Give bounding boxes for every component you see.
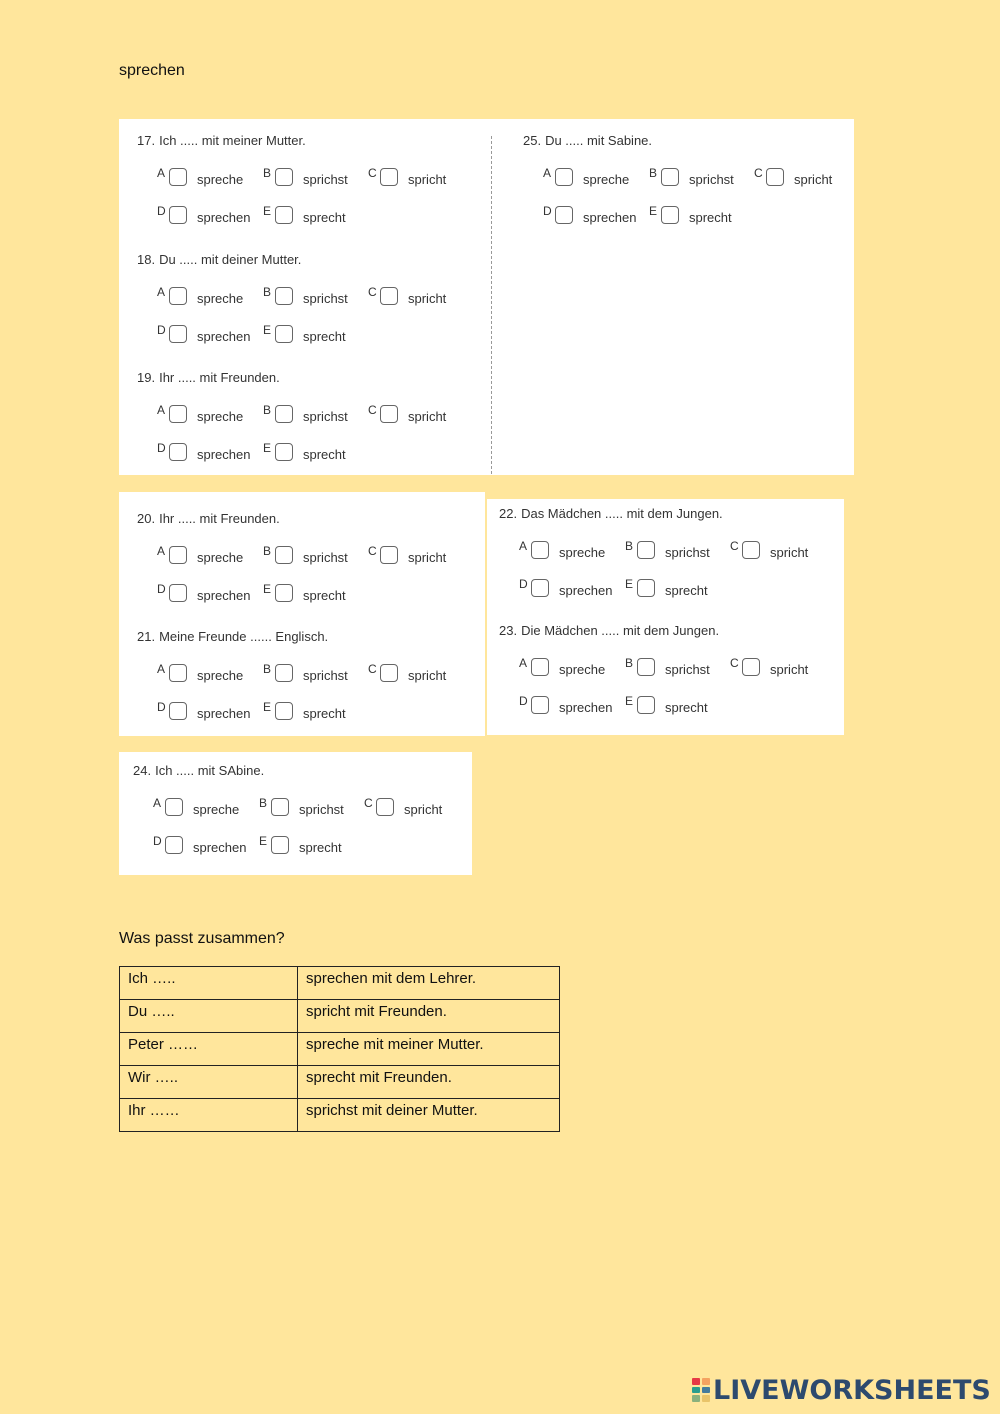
option-label: spreche (197, 172, 244, 187)
option-checkbox[interactable] (531, 541, 549, 559)
option-checkbox[interactable] (165, 798, 183, 816)
options-row (499, 692, 839, 730)
match-right-cell: sprichst mit deiner Mutter. (298, 1099, 560, 1132)
option-label: sprecht (665, 583, 708, 598)
option-checkbox[interactable] (637, 658, 655, 676)
question-17 (137, 132, 477, 240)
table-row (120, 967, 560, 1000)
option-label: spreche (559, 545, 606, 560)
option-letter: A (157, 285, 166, 299)
option-label: sprichst (303, 550, 348, 565)
logo-blocks-icon (692, 1378, 710, 1402)
option-letter: C (368, 285, 377, 299)
question-number: 25. (523, 133, 542, 148)
match-right-cell: sprecht mit Freunden. (298, 1066, 560, 1099)
option-letter: C (368, 403, 377, 417)
option-checkbox[interactable] (275, 546, 293, 564)
match-section-title: Was passt zusammen? (119, 930, 285, 947)
option-label: spricht (770, 545, 809, 560)
option-letter: E (263, 204, 272, 218)
options-row (137, 580, 477, 618)
option-letter: D (157, 441, 166, 455)
option-letter: A (543, 166, 552, 180)
options-row (137, 321, 477, 359)
question-sentence: Meine Freunde ...... Englisch. (159, 629, 329, 644)
option-label: spreche (193, 802, 240, 817)
options-row (133, 794, 473, 832)
option-letter: D (153, 834, 162, 848)
option-label: sprecht (303, 210, 346, 225)
option-letter: B (625, 656, 634, 670)
question-number: 22. (499, 506, 518, 521)
option-checkbox[interactable] (169, 405, 187, 423)
option-letter: B (649, 166, 658, 180)
option-label: sprichst (303, 172, 348, 187)
option-checkbox[interactable] (275, 287, 293, 305)
option-label: spricht (408, 172, 447, 187)
option-letter: E (263, 441, 272, 455)
option-label: sprechen (583, 210, 637, 225)
option-label: sprechen (197, 329, 251, 344)
match-left-cell: Ich ….. (120, 967, 298, 1000)
option-checkbox[interactable] (275, 702, 293, 720)
question-sentence: Du ..... mit Sabine. (545, 133, 653, 148)
option-checkbox[interactable] (531, 579, 549, 597)
question-sentence: Die Mädchen ..... mit dem Jungen. (521, 623, 720, 638)
option-checkbox[interactable] (169, 206, 187, 224)
option-letter: B (263, 166, 272, 180)
question-text (523, 132, 863, 150)
options-row (499, 654, 839, 692)
question-sentence: Du ..... mit deiner Mutter. (159, 252, 302, 267)
option-letter: A (157, 403, 166, 417)
option-checkbox[interactable] (275, 325, 293, 343)
option-checkbox[interactable] (169, 664, 187, 682)
option-checkbox[interactable] (271, 836, 289, 854)
question-21 (137, 628, 477, 736)
option-label: spricht (408, 668, 447, 683)
option-checkbox[interactable] (555, 206, 573, 224)
question-sentence: Ihr ..... mit Freunden. (159, 511, 280, 526)
option-label: spricht (794, 172, 833, 187)
option-label: spreche (197, 409, 244, 424)
option-checkbox[interactable] (661, 206, 679, 224)
question-sentence: Ich ..... mit SAbine. (155, 763, 265, 778)
option-letter: A (157, 166, 166, 180)
option-checkbox[interactable] (380, 287, 398, 305)
option-checkbox[interactable] (271, 798, 289, 816)
option-checkbox[interactable] (531, 658, 549, 676)
options-row (137, 202, 477, 240)
option-checkbox[interactable] (275, 405, 293, 423)
options-row (523, 164, 863, 202)
option-checkbox[interactable] (275, 443, 293, 461)
options-row (137, 698, 477, 736)
option-label: sprichst (689, 172, 734, 187)
page-heading: sprechen (119, 62, 185, 79)
match-right-cell: spricht mit Freunden. (298, 1000, 560, 1033)
option-label: sprechen (559, 700, 613, 715)
question-text (499, 505, 839, 523)
match-right-cell: spreche mit meiner Mutter. (298, 1033, 560, 1066)
option-checkbox[interactable] (531, 696, 549, 714)
option-label: sprecht (299, 840, 342, 855)
table-row (120, 1066, 560, 1099)
option-checkbox[interactable] (275, 584, 293, 602)
options-row (137, 401, 477, 439)
option-letter: E (625, 694, 634, 708)
match-left-cell: Wir ….. (120, 1066, 298, 1099)
question-text (137, 132, 477, 150)
option-label: spricht (404, 802, 443, 817)
question-text (137, 628, 477, 646)
option-letter: C (730, 656, 739, 670)
question-sentence: Ich ..... mit meiner Mutter. (159, 133, 306, 148)
option-checkbox[interactable] (637, 696, 655, 714)
option-checkbox[interactable] (275, 664, 293, 682)
question-22 (499, 505, 839, 613)
option-label: sprechen (197, 210, 251, 225)
option-letter: E (263, 323, 272, 337)
options-row (137, 164, 477, 202)
option-letter: C (754, 166, 763, 180)
option-label: sprecht (303, 706, 346, 721)
option-letter: A (519, 539, 528, 553)
option-letter: E (259, 834, 268, 848)
option-checkbox[interactable] (661, 168, 679, 186)
option-checkbox[interactable] (637, 579, 655, 597)
match-right-cell: sprechen mit dem Lehrer. (298, 967, 560, 1000)
option-letter: E (625, 577, 634, 591)
question-text (137, 369, 477, 387)
option-label: sprichst (303, 668, 348, 683)
option-letter: D (519, 694, 528, 708)
option-checkbox[interactable] (380, 168, 398, 186)
match-left-cell: Ihr …… (120, 1099, 298, 1132)
option-letter: C (368, 544, 377, 558)
question-number: 18. (137, 252, 156, 267)
question-text (499, 622, 839, 640)
option-letter: D (157, 582, 166, 596)
option-checkbox[interactable] (637, 541, 655, 559)
option-checkbox[interactable] (169, 546, 187, 564)
option-checkbox[interactable] (169, 325, 187, 343)
option-letter: C (730, 539, 739, 553)
question-text (137, 251, 477, 269)
question-number: 24. (133, 763, 152, 778)
option-letter: D (519, 577, 528, 591)
question-number: 21. (137, 629, 156, 644)
option-checkbox[interactable] (169, 584, 187, 602)
option-label: spreche (197, 291, 244, 306)
options-row (499, 537, 839, 575)
option-checkbox[interactable] (169, 287, 187, 305)
question-number: 19. (137, 370, 156, 385)
option-checkbox[interactable] (165, 836, 183, 854)
logo-text: LIVEWORKSHEETS (713, 1374, 991, 1406)
option-label: spreche (197, 550, 244, 565)
question-text (133, 762, 473, 780)
option-label: sprichst (303, 291, 348, 306)
option-checkbox[interactable] (275, 206, 293, 224)
option-label: spricht (408, 409, 447, 424)
option-letter: C (364, 796, 373, 810)
option-letter: D (157, 700, 166, 714)
question-20 (137, 510, 477, 618)
question-23 (499, 622, 839, 730)
option-label: spricht (408, 291, 447, 306)
option-letter: E (649, 204, 658, 218)
option-checkbox[interactable] (169, 168, 187, 186)
options-row (137, 283, 477, 321)
question-sentence: Das Mädchen ..... mit dem Jungen. (521, 506, 723, 521)
option-label: sprecht (303, 447, 346, 462)
option-letter: C (368, 166, 377, 180)
option-letter: E (263, 700, 272, 714)
option-label: spricht (770, 662, 809, 677)
option-checkbox[interactable] (169, 443, 187, 461)
table-row (120, 1033, 560, 1066)
option-label: sprecht (689, 210, 732, 225)
option-letter: A (157, 662, 166, 676)
option-label: sprichst (303, 409, 348, 424)
option-letter: A (153, 796, 162, 810)
question-19 (137, 369, 477, 477)
option-letter: A (519, 656, 528, 670)
option-letter: C (368, 662, 377, 676)
option-letter: D (157, 204, 166, 218)
option-label: spreche (197, 668, 244, 683)
option-label: sprechen (193, 840, 247, 855)
option-letter: D (157, 323, 166, 337)
option-label: sprechen (197, 588, 251, 603)
question-24 (133, 762, 473, 870)
option-label: sprechen (197, 706, 251, 721)
option-letter: B (263, 403, 272, 417)
option-label: sprecht (303, 588, 346, 603)
question-number: 17. (137, 133, 156, 148)
option-letter: A (157, 544, 166, 558)
options-row (523, 202, 863, 240)
options-row (133, 832, 473, 870)
question-number: 20. (137, 511, 156, 526)
option-label: spricht (408, 550, 447, 565)
match-left-cell: Du ….. (120, 1000, 298, 1033)
option-letter: E (263, 582, 272, 596)
options-row (137, 542, 477, 580)
option-checkbox[interactable] (555, 168, 573, 186)
option-checkbox[interactable] (380, 664, 398, 682)
option-label: sprechen (197, 447, 251, 462)
option-label: sprecht (665, 700, 708, 715)
option-checkbox[interactable] (380, 546, 398, 564)
option-checkbox[interactable] (376, 798, 394, 816)
liveworksheets-logo (692, 1372, 991, 1408)
table-row (120, 1000, 560, 1033)
option-label: sprichst (665, 662, 710, 677)
option-letter: B (263, 285, 272, 299)
option-checkbox[interactable] (275, 168, 293, 186)
question-sentence: Ihr ..... mit Freunden. (159, 370, 280, 385)
option-label: spreche (559, 662, 606, 677)
option-label: spreche (583, 172, 630, 187)
options-row (137, 660, 477, 698)
option-checkbox[interactable] (742, 541, 760, 559)
match-left-cell: Peter …… (120, 1033, 298, 1066)
option-letter: B (263, 662, 272, 676)
option-label: sprecht (303, 329, 346, 344)
option-checkbox[interactable] (169, 702, 187, 720)
question-18 (137, 251, 477, 359)
option-letter: B (259, 796, 268, 810)
question-text (137, 510, 477, 528)
options-row (499, 575, 839, 613)
option-letter: B (263, 544, 272, 558)
option-letter: B (625, 539, 634, 553)
option-label: sprichst (665, 545, 710, 560)
options-row (137, 439, 477, 477)
match-table (119, 966, 560, 1132)
option-checkbox[interactable] (766, 168, 784, 186)
option-checkbox[interactable] (742, 658, 760, 676)
table-row (120, 1099, 560, 1132)
question-25 (523, 132, 863, 240)
option-checkbox[interactable] (380, 405, 398, 423)
option-label: sprechen (559, 583, 613, 598)
question-number: 23. (499, 623, 518, 638)
option-label: sprichst (299, 802, 344, 817)
option-letter: D (543, 204, 552, 218)
panel-divider (491, 136, 492, 474)
